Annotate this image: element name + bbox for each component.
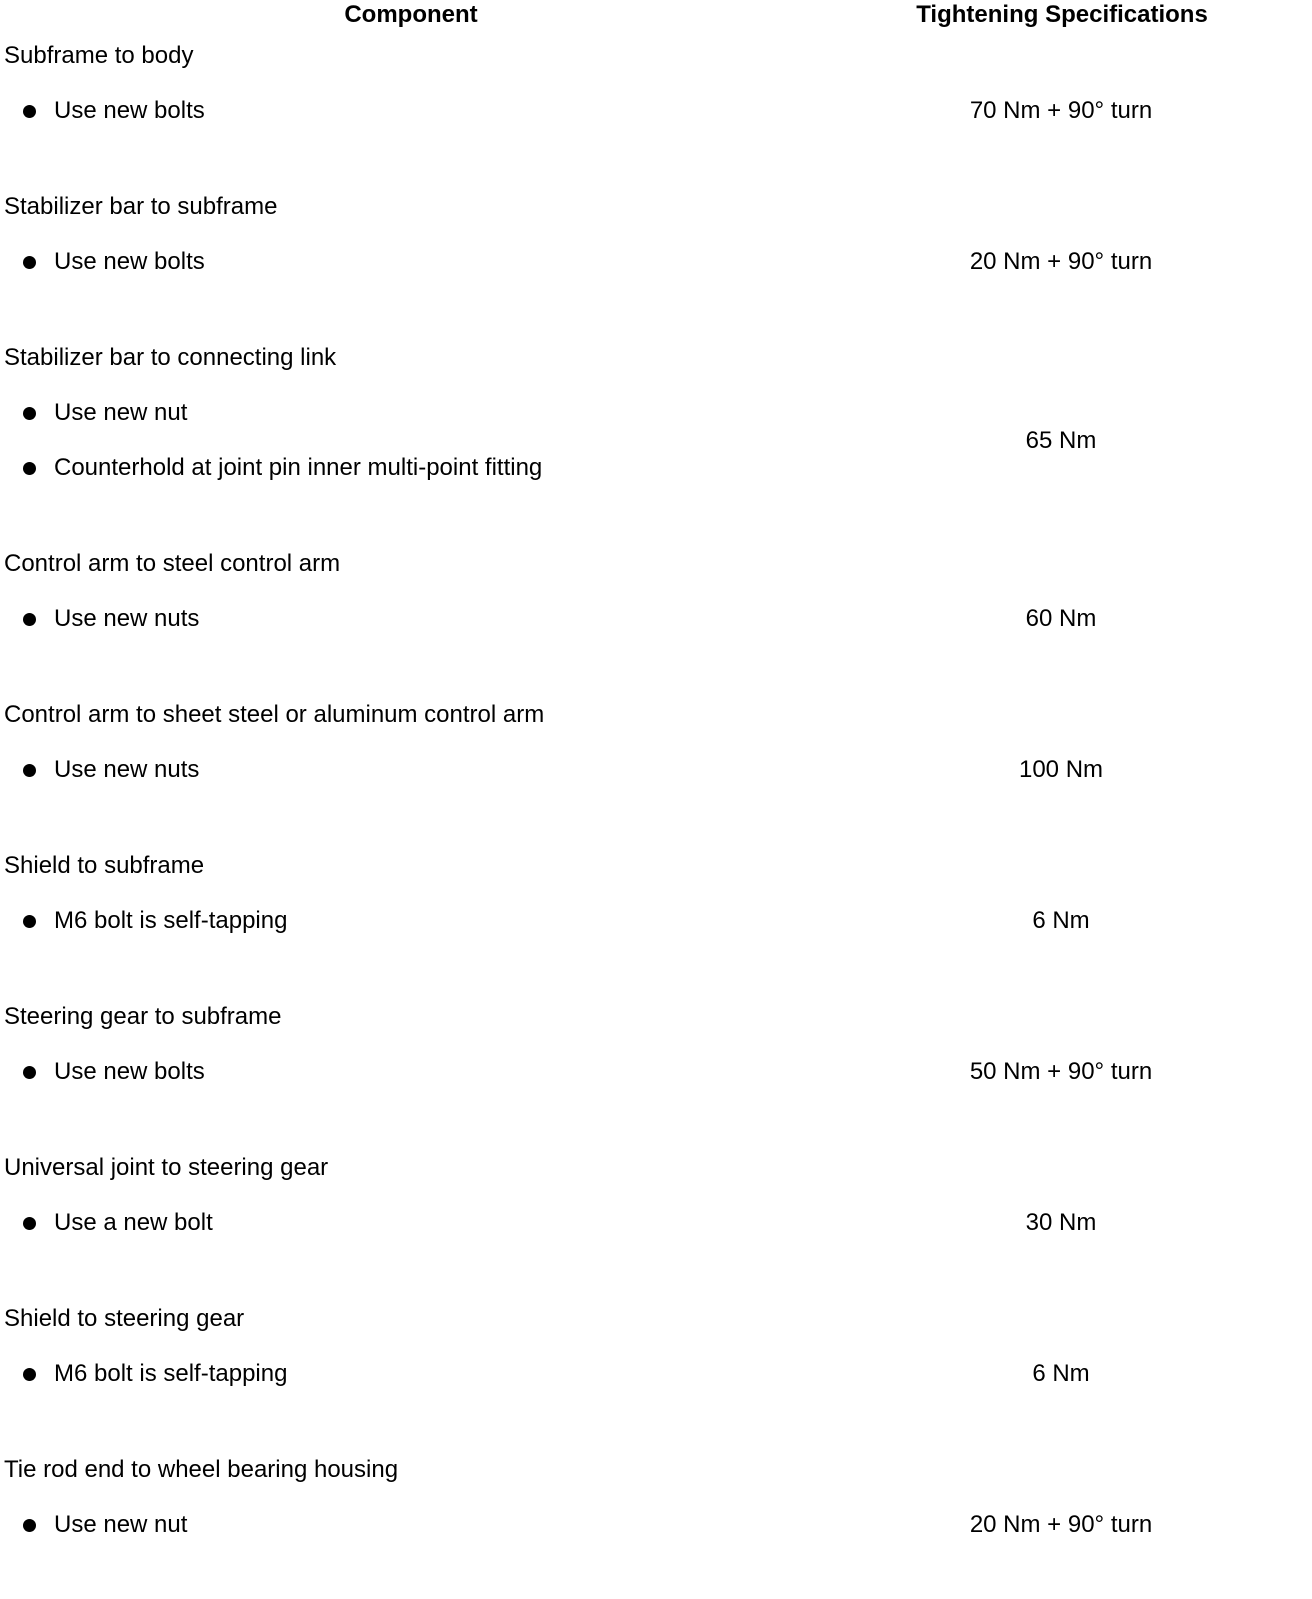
- bullet-icon: [23, 1066, 36, 1079]
- table-row: [0, 1146, 1312, 1297]
- table-row: [0, 185, 1312, 336]
- note-text: M6 bolt is self-tapping: [54, 1360, 288, 1387]
- tightening-spec: 20 Nm + 90° turn: [969, 1511, 1153, 1538]
- bullet-icon: [23, 462, 36, 475]
- note-text: Use new nuts: [54, 756, 200, 783]
- component-name: Shield to subframe: [4, 852, 205, 879]
- bullet-icon: [23, 613, 36, 626]
- component-name: Steering gear to subframe: [4, 1003, 282, 1030]
- component-name: Shield to steering gear: [4, 1305, 245, 1332]
- bullet-icon: [23, 915, 36, 928]
- table-row: [0, 844, 1312, 995]
- note-text: M6 bolt is self-tapping: [54, 907, 288, 934]
- component-name: Universal joint to steering gear: [4, 1154, 329, 1181]
- component-name: Stabilizer bar to subframe: [4, 193, 278, 220]
- component-name: Control arm to sheet steel or aluminum control arm: [4, 701, 545, 728]
- tightening-spec: 6 Nm: [1032, 1360, 1090, 1387]
- bullet-icon: [23, 764, 36, 777]
- bullet-icon: [23, 1217, 36, 1230]
- bullet-icon: [23, 256, 36, 269]
- note-text: Use new nut: [54, 1511, 188, 1538]
- note-text: Use a new bolt: [54, 1209, 213, 1236]
- note-text: Use new nut: [54, 399, 188, 426]
- component-column-header: Component: [344, 1, 478, 28]
- bullet-icon: [23, 1519, 36, 1532]
- note-text: Use new bolts: [54, 1058, 205, 1085]
- tightening-spec: 100 Nm: [1018, 756, 1104, 783]
- tightening-spec: 65 Nm: [1025, 427, 1097, 454]
- bullet-icon: [23, 105, 36, 118]
- spec-column-header: Tightening Specifications: [916, 1, 1208, 28]
- note-text: Use new nuts: [54, 605, 200, 632]
- component-name: Control arm to steel control arm: [4, 550, 341, 577]
- table-header: [0, 0, 1312, 34]
- note-text: Use new bolts: [54, 97, 205, 124]
- table-row: [0, 1297, 1312, 1448]
- component-name: Stabilizer bar to connecting link: [4, 344, 337, 371]
- tightening-spec: 6 Nm: [1032, 907, 1090, 934]
- tightening-spec: 20 Nm + 90° turn: [969, 248, 1153, 275]
- table-row: [0, 34, 1312, 185]
- component-name: Subframe to body: [4, 42, 194, 69]
- component-name: Tie rod end to wheel bearing housing: [4, 1456, 399, 1483]
- tightening-spec: 30 Nm: [1025, 1209, 1097, 1236]
- tightening-spec: 60 Nm: [1025, 605, 1097, 632]
- table-row: [0, 542, 1312, 693]
- table-row: [0, 995, 1312, 1146]
- bullet-icon: [23, 1368, 36, 1381]
- note-text: Use new bolts: [54, 248, 205, 275]
- table-row: [0, 1448, 1312, 1599]
- table-row: [0, 693, 1312, 844]
- spec-table: [0, 34, 1312, 1599]
- table-row: [0, 336, 1312, 542]
- bullet-icon: [23, 407, 36, 420]
- tightening-spec: 50 Nm + 90° turn: [969, 1058, 1153, 1085]
- note-text: Counterhold at joint pin inner multi-point fitting: [54, 454, 543, 481]
- tightening-spec: 70 Nm + 90° turn: [969, 97, 1153, 124]
